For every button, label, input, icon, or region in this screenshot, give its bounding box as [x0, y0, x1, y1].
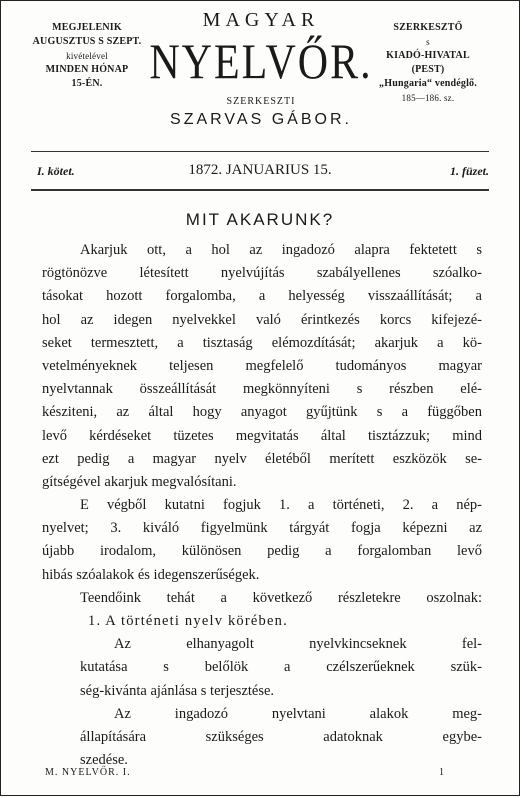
schedule-line: kivételével: [66, 51, 108, 61]
editorial-office: [369, 21, 487, 105]
text-line: állapítására szükséges adatoknak egybe-: [80, 728, 482, 745]
editor-name: SZARVAS GÁBOR.: [170, 111, 352, 128]
issue-label: 1. füzet.: [450, 164, 489, 178]
article-title: MIT AKARUNK?: [185, 210, 335, 229]
text-line: ezt pedig a magyar nyelv életéből merített eszközök se-: [42, 450, 482, 467]
office-line: SZERKESZTŐ: [393, 22, 463, 33]
journal-title-block: [141, 9, 381, 131]
text-line: nyelvtannak összeállítását megkönnyíteni s részben elé-: [42, 381, 482, 398]
journal-title-top: MAGYAR: [202, 9, 320, 31]
text-line: Teendőink tehát a következő részletekre oszolnak:: [80, 589, 482, 606]
sheet-number: 1: [439, 767, 444, 778]
section-heading: 1. A történeti nyelv körében.: [88, 613, 288, 629]
text-line: kutatása s belőlök a czélszerűeknek szük-: [80, 659, 482, 676]
publication-schedule: [31, 21, 143, 91]
journal-title: NYELVŐR.: [149, 35, 373, 90]
volume-label: I. kötet.: [37, 164, 75, 178]
masthead: [1, 1, 519, 151]
editor-label: SZERKESZTI: [226, 96, 296, 107]
bottom-divider: [31, 189, 489, 191]
text-line: seket termesztett, a tisztaság elémozdítását; akarjuk a kö-: [42, 334, 482, 351]
schedule-line: MINDEN HÓNAP: [45, 64, 129, 75]
text-line: tásokat hozott forgalomba, a helyesség visszaállítását; a: [42, 288, 482, 305]
text-line: újabb irodalom, különösen pedig a forgalomban levő: [42, 543, 482, 560]
text-line: szedése.: [80, 752, 128, 769]
text-line: levő kérdéseket tüzetes megvitatás által tisztázzuk; mind: [42, 427, 482, 444]
text-line: hol az idegen nyelvekkel való érintkezés korcs kifejezé-: [42, 311, 482, 328]
text-line: hibás szóalakok és idegenszerűségek.: [42, 566, 260, 583]
issue-date: 1872. JANUARIUS 15.: [188, 162, 332, 178]
schedule-line: 15-ÉN.: [71, 78, 103, 89]
office-line: s: [426, 37, 430, 47]
text-line: gítségével akarjuk megvalósítani.: [42, 473, 237, 490]
text-line: késziteni, az által hogy anyagot gyűjtünk s a függőben: [42, 404, 482, 421]
text-line: Akarjuk ott, a hol az ingadozó alapra fektetett s: [80, 242, 482, 258]
sheet-signature: M. NYELVŐR. I.: [45, 767, 131, 778]
office-line: KIADÓ-HIVATAL: [386, 50, 470, 61]
office-line: 185—186. sz.: [401, 93, 455, 103]
top-divider: [31, 151, 489, 152]
text-line: vetelményeknek teljesen megfelelő tudományos magyar: [42, 357, 482, 374]
office-line: „Hungaria“ vendéglő.: [379, 78, 477, 89]
text-line: E végből kutatni fogjuk 1. a történeti, 2. a nép-: [80, 497, 482, 514]
schedule-line: MEGJELENIK: [52, 22, 122, 33]
text-line: rögtönözve létesített nyelvújítás szabályellenes szóalko-: [42, 265, 482, 282]
text-line: Az elhanyagolt nyelvkincseknek fel-: [114, 636, 482, 653]
text-line: ség-kivánta ajánlása s terjesztése.: [80, 682, 275, 699]
schedule-line: AUGUSZTUS S SZEPT.: [32, 36, 142, 47]
article-body: [42, 239, 482, 772]
text-line: nyelvet; 3. kiváló figyelmünk tárgyát fogja képezni az: [42, 520, 482, 537]
text-line: Az ingadozó nyelvtani alakok meg-: [114, 705, 482, 722]
dateline: [31, 162, 489, 182]
office-line: (PEST): [411, 64, 445, 75]
